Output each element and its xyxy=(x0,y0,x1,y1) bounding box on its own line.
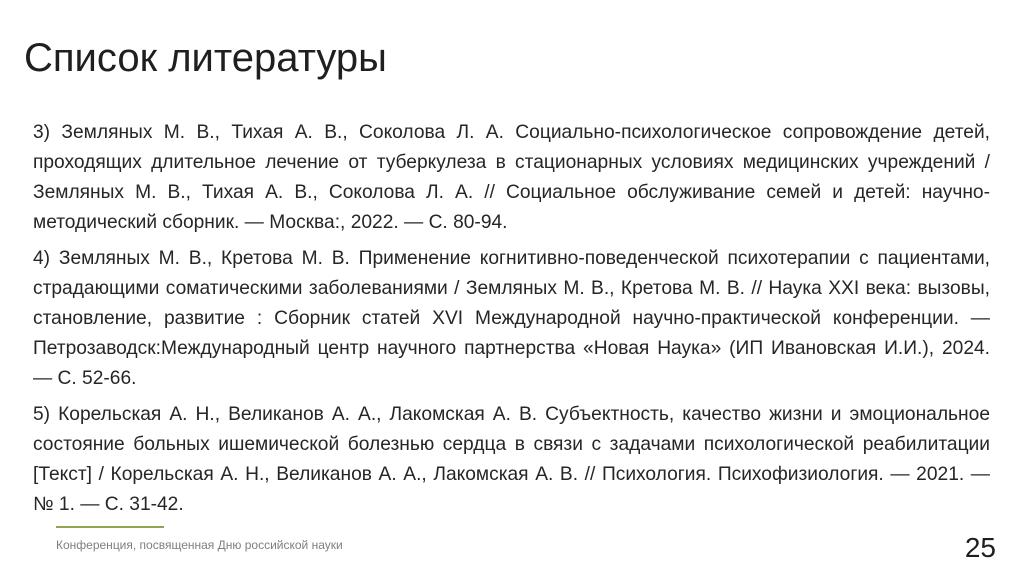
footer-caption: Конференция, посвященная Дню российской науки xyxy=(56,538,343,552)
reference-item-3: 3) Земляных М. В., Тихая А. В., Соколова Л. А. Социально-психологическое сопровождение детей, проходящих длительное лечение от туберкулеза в стационарных условиях медицинских учреждений / Земляных М. В., Тихая А. В., Соколова Л. А. // Социальное обслуживание семей и детей: научно-методический сборник. — Москва:, 2022. — С. 80-94. xyxy=(33,122,990,233)
page-number: 25 xyxy=(964,532,996,563)
reference-item-4: 4) Земляных М. В., Кретова М. В. Применение когнитивно-поведенческой психотерапии с пациентами, страдающими соматическими заболеваниями / Земляных М. В., Кретова М. В. // Наука XXI века: вызовы, становление, развитие : Сборник статей XVI Международной научно-практической конференции. — Петрозаводск:Международный центр научного партнерства «Новая Наука» (ИП Ивановская И.И.), 2024. — С. 52-66. xyxy=(33,248,990,389)
slide-title: Список литературы xyxy=(24,36,387,80)
reference-item-5: 5) Корельская А. Н., Великанов А. А., Лакомская А. В. Субъектность, качество жизни и эмоциональное состояние больных ишемической болезнью сердца в связи с задачами психологической реабилитации [Текст] / Корельская А. Н., Великанов А. А., Лакомская А. В. // Психология. Психофизиология. — 2021. — № 1. — С. 31-42. xyxy=(33,404,990,515)
reference-list xyxy=(33,118,990,526)
footer-divider xyxy=(56,526,164,528)
